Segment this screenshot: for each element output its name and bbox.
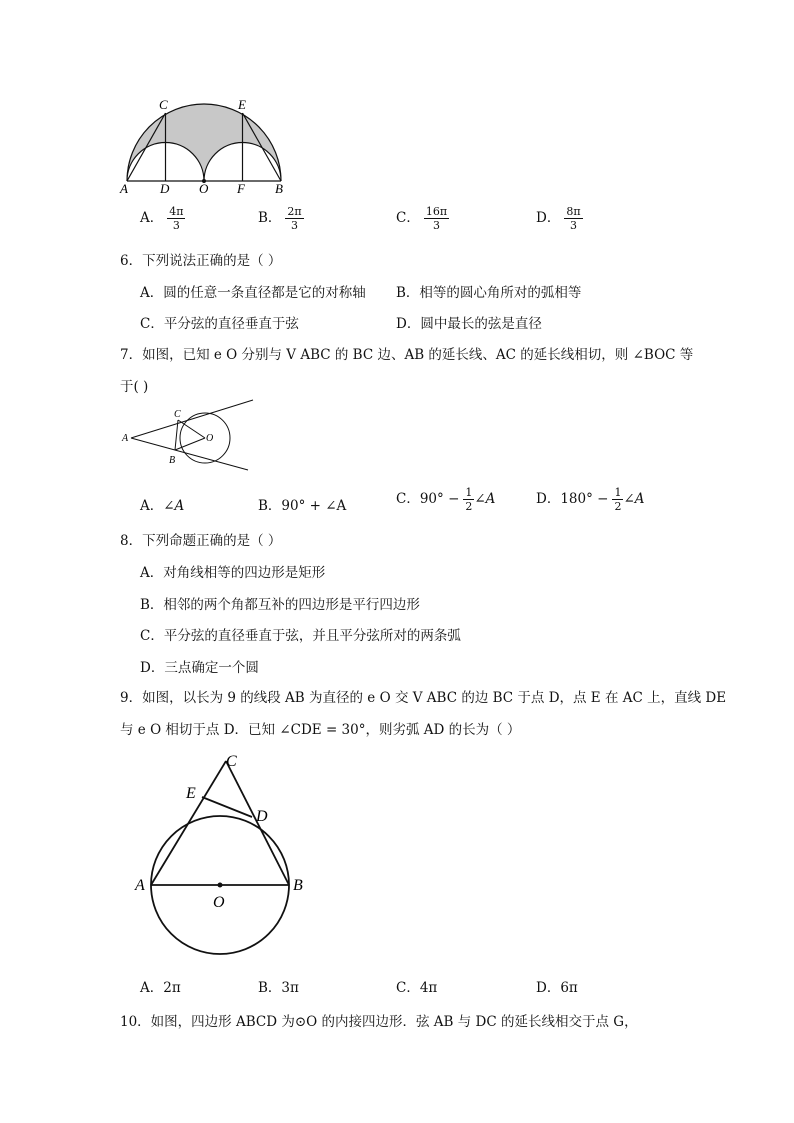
q5-option-d	[536, 205, 583, 232]
q5-label-D: D	[160, 181, 170, 195]
q8-option-d: D．三点确定一个圆	[140, 660, 259, 676]
q5-option-c	[396, 205, 449, 232]
q9-tangent-DE	[202, 797, 252, 817]
fraction	[463, 486, 474, 513]
q8-option-a: A．对角线相等的四边形是矩形	[140, 565, 326, 581]
option-letter: B．	[258, 210, 282, 226]
denominator: 3	[432, 219, 440, 232]
q8-option-c: C．平分弦的直径垂直于弦，并且平分弦所对的两条弧	[140, 628, 461, 644]
q10-stem: 10．如图，四边形 ABCD 为⊙O 的内接四边形．弦 AB 与 DC 的延长线相交于点 G，	[120, 1014, 638, 1030]
numerator: 1	[614, 486, 622, 499]
q8-option-b: B．相邻的两个角都互补的四边形是平行四边形	[140, 597, 420, 613]
q7-figure	[118, 398, 258, 478]
q9-stem-line2: 与 e O 相切于点 D．已知 ∠CDE = 30°，则劣弧 AD 的长为（ ）	[120, 722, 521, 738]
q9-side-AC	[151, 761, 226, 885]
q7-stem-line2: 于( )	[120, 379, 149, 395]
q9-option-d: D．6π	[536, 980, 578, 996]
fraction	[167, 205, 185, 232]
option-expr-post: ∠A	[474, 491, 496, 507]
denominator: 2	[465, 500, 473, 513]
q7-line-AC-extended	[131, 400, 253, 438]
q9-center-dot	[218, 883, 223, 888]
q9-label-A: A	[135, 877, 145, 894]
numerator: 16π	[425, 205, 448, 218]
option-letter: C．	[396, 210, 420, 226]
q6-stem: 6．下列说法正确的是（ ）	[120, 253, 282, 269]
q9-option-b: B．3π	[258, 980, 299, 996]
option-letter: A．	[140, 210, 164, 226]
q5-figure	[115, 95, 295, 195]
option-expr-post: ∠A	[623, 491, 645, 507]
fraction	[285, 205, 303, 232]
option-expr: 90° + ∠A	[281, 498, 347, 514]
q5-label-B: B	[275, 181, 283, 195]
q9-stem-line1: 9．如图，以长为 9 的线段 AB 为直径的 e O 交 V ABC 的边 BC 于点 D，点 E 在 AC 上，直线 DE	[120, 690, 727, 706]
option-letter: D．	[536, 210, 561, 226]
q9-label-D: D	[256, 808, 268, 825]
option-letter: A．	[140, 498, 164, 514]
q5-label-A: A	[120, 181, 128, 195]
q5-label-E: E	[238, 97, 246, 112]
numerator: 1	[465, 486, 473, 499]
numerator: 8π	[566, 205, 581, 218]
q7-label-B: B	[169, 455, 176, 466]
q9-option-a: A．2π	[140, 980, 181, 996]
q5-label-C: C	[159, 97, 168, 112]
q6-option-d: D．圆中最长的弦是直径	[396, 316, 542, 332]
q9-label-E: E	[186, 785, 196, 802]
denominator: 3	[291, 219, 299, 232]
option-expr-pre: 180° −	[560, 491, 609, 507]
q6-option-b: B．相等的圆心角所对的弧相等	[396, 285, 582, 301]
q7-option-d	[536, 486, 645, 513]
q5-option-a	[140, 205, 185, 232]
q5-label-O: O	[199, 181, 209, 195]
q9-label-C: C	[226, 753, 237, 770]
q6-option-c: C．平分弦的直径垂直于弦	[140, 316, 299, 332]
q7-segment-OB	[175, 438, 205, 450]
q8-stem: 8．下列命题正确的是（ ）	[120, 533, 282, 549]
q9-label-B: B	[293, 877, 303, 894]
q9-option-c: C．4π	[396, 980, 438, 996]
numerator: 2π	[287, 205, 302, 218]
q6-option-a: A．圆的任意一条直径都是它的对称轴	[140, 285, 366, 301]
q9-figure	[130, 745, 330, 970]
denominator: 3	[569, 219, 577, 232]
denominator: 3	[172, 219, 180, 232]
fraction	[424, 205, 449, 232]
q7-label-O: O	[206, 433, 214, 444]
option-expr: ∠A	[163, 498, 185, 514]
q7-label-C: C	[174, 409, 181, 420]
option-expr-pre: 90° −	[419, 491, 460, 507]
q7-line-AB-extended	[131, 438, 248, 470]
fraction	[612, 486, 623, 513]
denominator: 2	[614, 500, 622, 513]
q7-label-A: A	[122, 433, 129, 444]
fraction	[564, 205, 582, 232]
q7-option-c	[396, 486, 495, 513]
q7-option-b	[258, 494, 346, 514]
option-letter: B．	[258, 498, 282, 514]
q5-option-b	[258, 205, 304, 232]
q7-option-a	[140, 494, 184, 514]
option-letter: C．	[396, 491, 420, 507]
option-letter: D．	[536, 491, 561, 507]
q7-stem-line1: 7．如图，已知 e O 分别与 V ABC 的 BC 边、AB 的延长线、AC 的延长线相切，则 ∠BOC 等	[120, 347, 694, 363]
q5-label-F: F	[237, 181, 245, 195]
q9-label-O: O	[213, 894, 225, 911]
numerator: 4π	[169, 205, 184, 218]
